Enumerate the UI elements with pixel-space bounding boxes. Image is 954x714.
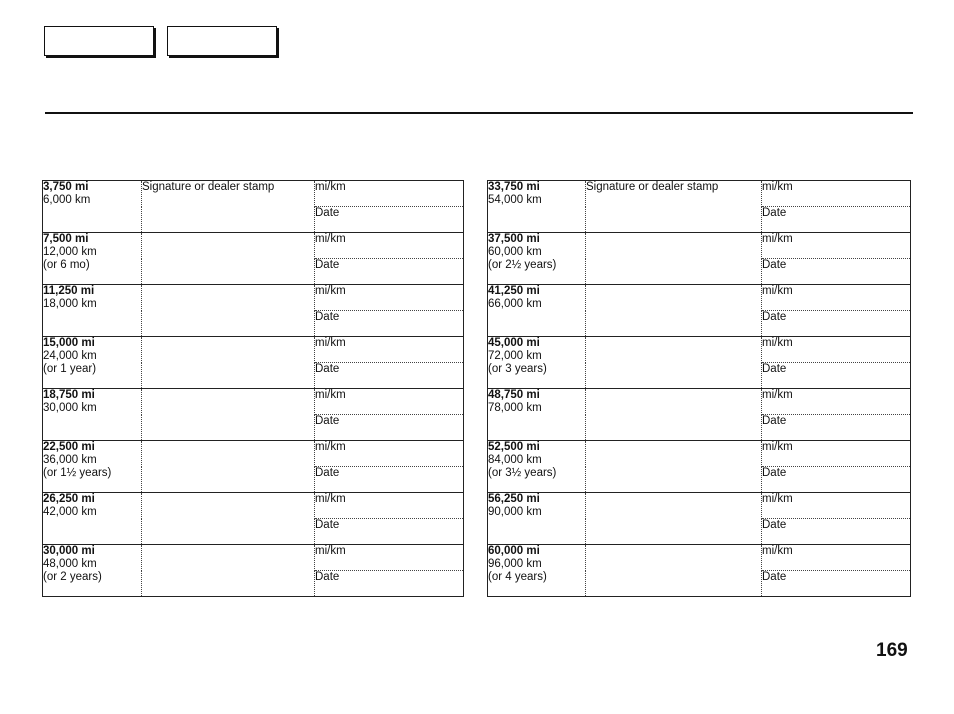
interval-cell xyxy=(488,389,586,441)
date-label: Date xyxy=(315,467,340,479)
interval-cell xyxy=(488,493,586,545)
log-row xyxy=(488,441,911,467)
mileage-label: mi/km xyxy=(762,337,793,349)
date-cell[interactable] xyxy=(315,363,464,389)
mileage-cell[interactable] xyxy=(762,545,911,571)
mileage-cell[interactable] xyxy=(315,337,464,363)
signature-label: Signature or dealer stamp xyxy=(586,181,719,193)
interval-cell xyxy=(43,233,142,285)
date-cell[interactable] xyxy=(315,415,464,441)
mileage-label: mi/km xyxy=(762,493,793,505)
signature-cell[interactable] xyxy=(586,337,762,389)
mileage-label: mi/km xyxy=(762,545,793,557)
mileage-cell[interactable] xyxy=(315,181,464,207)
signature-cell[interactable] xyxy=(586,181,762,233)
mileage-label: mi/km xyxy=(315,285,346,297)
interval-miles: 3,750 mi xyxy=(43,181,89,193)
interval-time: (or 4 years) xyxy=(488,571,547,583)
interval-kilometers: 84,000 km xyxy=(488,454,542,466)
date-cell[interactable] xyxy=(315,311,464,337)
interval-cell xyxy=(43,337,142,389)
interval-kilometers: 30,000 km xyxy=(43,402,97,414)
signature-cell[interactable] xyxy=(586,441,762,493)
interval-cell xyxy=(43,285,142,337)
date-label: Date xyxy=(762,207,787,219)
date-label: Date xyxy=(762,415,787,427)
interval-miles: 30,000 mi xyxy=(43,545,95,557)
interval-miles: 18,750 mi xyxy=(43,389,95,401)
log-row xyxy=(43,389,464,415)
date-label: Date xyxy=(762,467,787,479)
mileage-label: mi/km xyxy=(315,545,346,557)
log-row xyxy=(43,545,464,571)
interval-kilometers: 18,000 km xyxy=(43,298,97,310)
interval-cell xyxy=(488,545,586,597)
interval-miles: 41,250 mi xyxy=(488,285,540,297)
interval-kilometers: 54,000 km xyxy=(488,194,542,206)
signature-cell[interactable] xyxy=(586,545,762,597)
signature-cell[interactable] xyxy=(142,233,315,285)
interval-cell xyxy=(488,441,586,493)
interval-cell xyxy=(43,545,142,597)
interval-time: (or 6 mo) xyxy=(43,259,90,271)
date-cell[interactable] xyxy=(762,259,911,285)
mileage-label: mi/km xyxy=(315,181,346,193)
interval-miles: 22,500 mi xyxy=(43,441,95,453)
interval-kilometers: 12,000 km xyxy=(43,246,97,258)
interval-time: (or 1½ years) xyxy=(43,467,112,479)
mileage-label: mi/km xyxy=(762,233,793,245)
mileage-label: mi/km xyxy=(315,389,346,401)
maintenance-log-table-right xyxy=(487,180,911,597)
log-row xyxy=(488,493,911,519)
interval-kilometers: 60,000 km xyxy=(488,246,542,258)
date-label: Date xyxy=(315,207,340,219)
mileage-cell[interactable] xyxy=(315,233,464,259)
interval-miles: 60,000 mi xyxy=(488,545,540,557)
log-row xyxy=(488,389,911,415)
date-label: Date xyxy=(315,571,340,583)
mileage-label: mi/km xyxy=(315,233,346,245)
mileage-cell[interactable] xyxy=(762,493,911,519)
interval-time: (or 2½ years) xyxy=(488,259,557,271)
date-label: Date xyxy=(762,259,787,271)
date-label: Date xyxy=(315,415,340,427)
date-cell[interactable] xyxy=(315,519,464,545)
mileage-cell[interactable] xyxy=(762,285,911,311)
interval-kilometers: 66,000 km xyxy=(488,298,542,310)
signature-cell[interactable] xyxy=(142,493,315,545)
interval-miles: 7,500 mi xyxy=(43,233,89,245)
date-label: Date xyxy=(762,311,787,323)
interval-miles: 11,250 mi xyxy=(43,285,95,297)
mileage-cell[interactable] xyxy=(315,493,464,519)
interval-miles: 37,500 mi xyxy=(488,233,540,245)
mileage-label: mi/km xyxy=(315,441,346,453)
interval-time: (or 1 year) xyxy=(43,363,97,375)
interval-cell xyxy=(43,181,142,233)
interval-cell xyxy=(488,337,586,389)
log-row xyxy=(43,441,464,467)
signature-cell[interactable] xyxy=(586,389,762,441)
mileage-label: mi/km xyxy=(762,285,793,297)
signature-cell[interactable] xyxy=(142,441,315,493)
date-cell[interactable] xyxy=(762,571,911,597)
date-cell[interactable] xyxy=(762,467,911,493)
header-rule xyxy=(45,112,913,114)
date-label: Date xyxy=(315,519,340,531)
page-number: 169 xyxy=(876,640,908,661)
interval-kilometers: 42,000 km xyxy=(43,506,97,518)
date-cell[interactable] xyxy=(762,363,911,389)
mileage-cell[interactable] xyxy=(315,285,464,311)
mileage-cell[interactable] xyxy=(315,545,464,571)
maintenance-log-table-left xyxy=(42,180,464,597)
interval-cell xyxy=(43,441,142,493)
interval-kilometers: 48,000 km xyxy=(43,558,97,570)
log-row xyxy=(43,493,464,519)
log-row xyxy=(488,545,911,571)
signature-cell[interactable] xyxy=(586,285,762,337)
interval-kilometers: 96,000 km xyxy=(488,558,542,570)
nav-button-1[interactable] xyxy=(44,26,154,56)
interval-miles: 26,250 mi xyxy=(43,493,95,505)
signature-cell[interactable] xyxy=(142,337,315,389)
signature-cell[interactable] xyxy=(142,181,315,233)
nav-button-2[interactable] xyxy=(167,26,277,56)
mileage-label: mi/km xyxy=(315,337,346,349)
date-cell[interactable] xyxy=(315,467,464,493)
date-label: Date xyxy=(762,519,787,531)
interval-kilometers: 6,000 km xyxy=(43,194,91,206)
interval-time: (or 3½ years) xyxy=(488,467,557,479)
signature-cell[interactable] xyxy=(586,233,762,285)
signature-cell[interactable] xyxy=(586,493,762,545)
log-row xyxy=(43,337,464,363)
interval-kilometers: 72,000 km xyxy=(488,350,542,362)
interval-time: (or 3 years) xyxy=(488,363,547,375)
signature-cell[interactable] xyxy=(142,285,315,337)
interval-miles: 15,000 mi xyxy=(43,337,95,349)
date-label: Date xyxy=(315,311,340,323)
mileage-cell[interactable] xyxy=(315,441,464,467)
log-row xyxy=(43,233,464,259)
mileage-label: mi/km xyxy=(762,441,793,453)
mileage-cell[interactable] xyxy=(762,441,911,467)
interval-kilometers: 90,000 km xyxy=(488,506,542,518)
interval-cell xyxy=(43,389,142,441)
date-cell[interactable] xyxy=(762,311,911,337)
date-cell[interactable] xyxy=(762,415,911,441)
interval-miles: 56,250 mi xyxy=(488,493,540,505)
signature-label: Signature or dealer stamp xyxy=(142,181,275,193)
interval-cell xyxy=(488,181,586,233)
interval-kilometers: 24,000 km xyxy=(43,350,97,362)
log-row xyxy=(488,337,911,363)
interval-kilometers: 78,000 km xyxy=(488,402,542,414)
signature-cell[interactable] xyxy=(142,389,315,441)
mileage-cell[interactable] xyxy=(762,389,911,415)
interval-time: (or 2 years) xyxy=(43,571,102,583)
mileage-cell[interactable] xyxy=(762,181,911,207)
mileage-label: mi/km xyxy=(762,389,793,401)
log-row xyxy=(488,285,911,311)
mileage-cell[interactable] xyxy=(762,233,911,259)
date-label: Date xyxy=(315,363,340,375)
date-cell[interactable] xyxy=(315,207,464,233)
date-cell[interactable] xyxy=(315,259,464,285)
interval-kilometers: 36,000 km xyxy=(43,454,97,466)
log-row xyxy=(488,181,911,207)
date-label: Date xyxy=(762,363,787,375)
log-row xyxy=(43,181,464,207)
date-label: Date xyxy=(762,571,787,583)
interval-miles: 33,750 mi xyxy=(488,181,540,193)
mileage-cell[interactable] xyxy=(762,337,911,363)
interval-miles: 48,750 mi xyxy=(488,389,540,401)
date-label: Date xyxy=(315,259,340,271)
log-row xyxy=(488,233,911,259)
log-row xyxy=(43,285,464,311)
interval-cell xyxy=(488,233,586,285)
mileage-label: mi/km xyxy=(315,493,346,505)
interval-cell xyxy=(43,493,142,545)
date-cell[interactable] xyxy=(762,207,911,233)
interval-miles: 52,500 mi xyxy=(488,441,540,453)
interval-cell xyxy=(488,285,586,337)
interval-miles: 45,000 mi xyxy=(488,337,540,349)
date-cell[interactable] xyxy=(762,519,911,545)
mileage-label: mi/km xyxy=(762,181,793,193)
signature-cell[interactable] xyxy=(142,545,315,597)
date-cell[interactable] xyxy=(315,571,464,597)
mileage-cell[interactable] xyxy=(315,389,464,415)
